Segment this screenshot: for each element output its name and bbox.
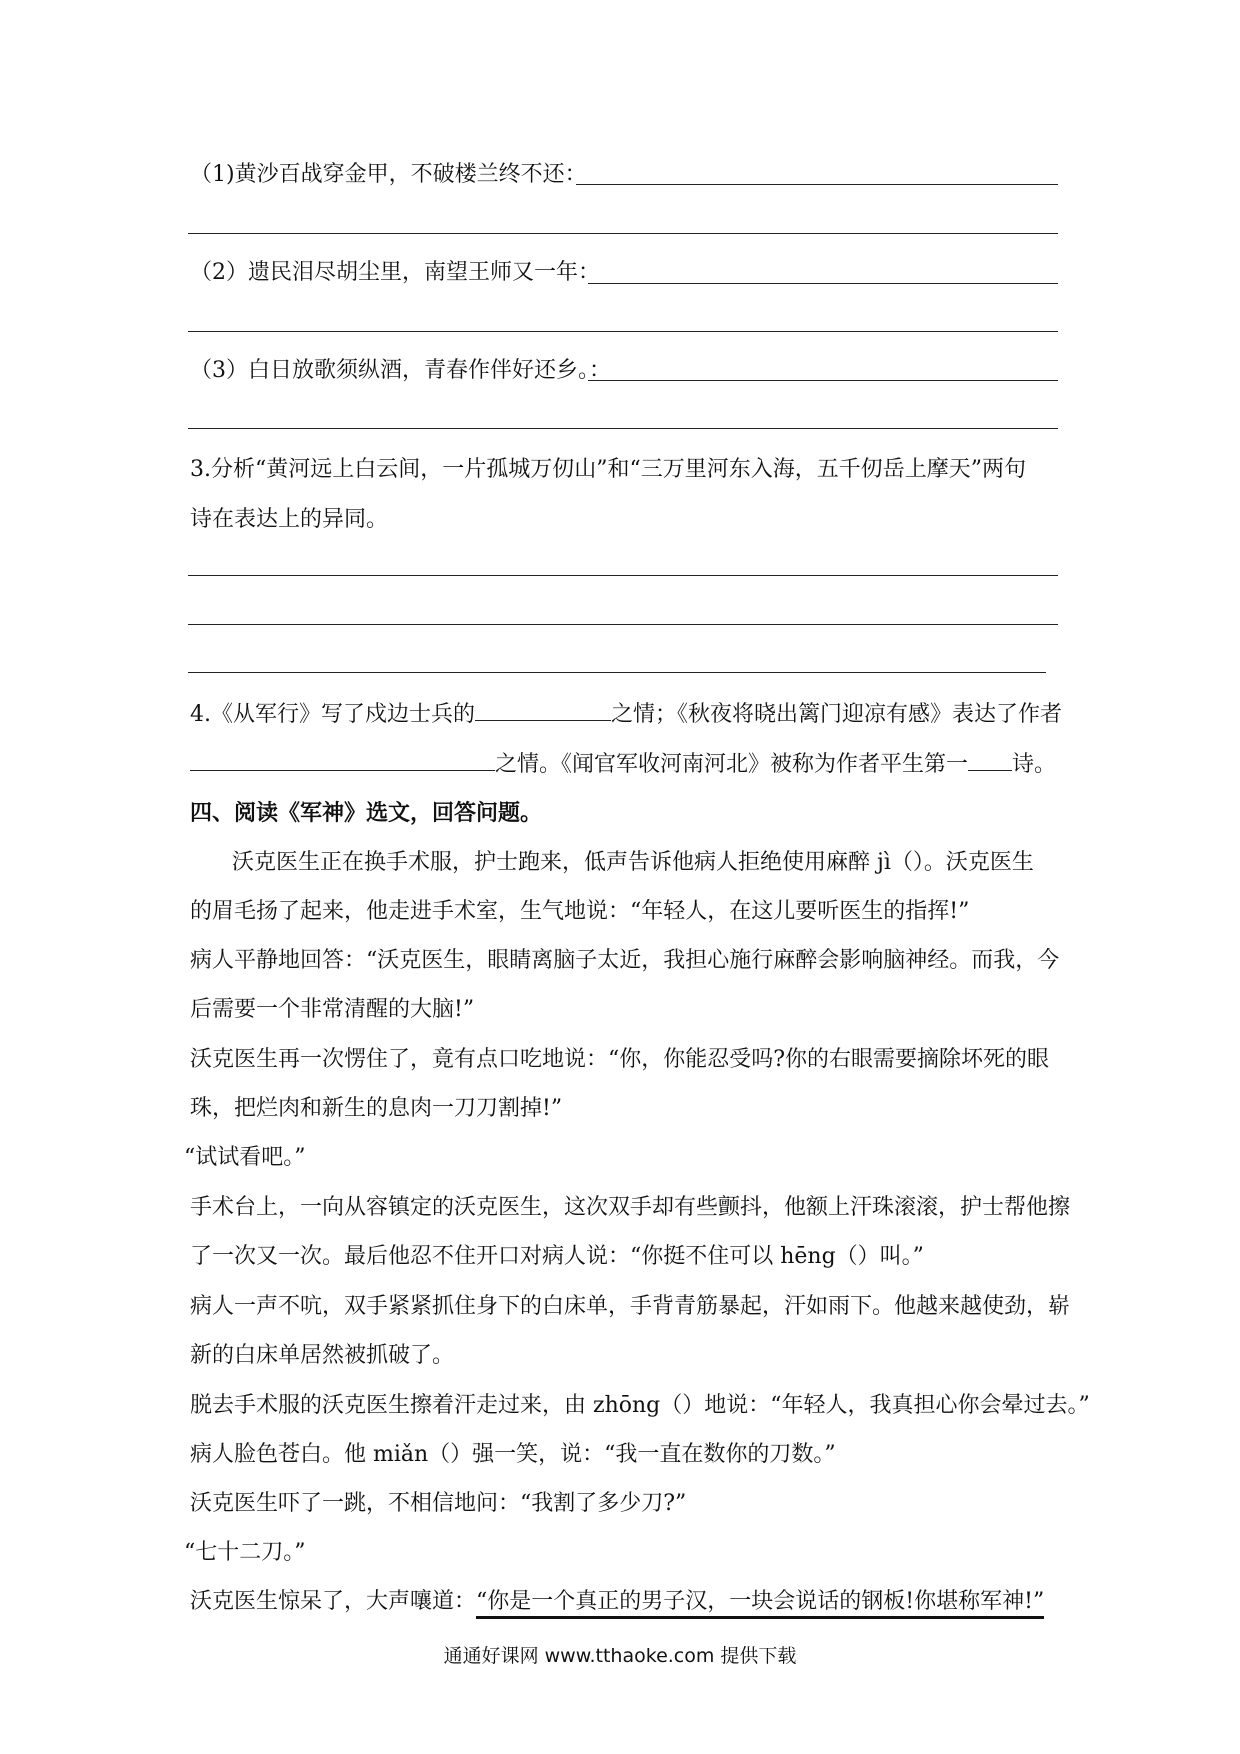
passage-p5-line-2 (190, 1242, 924, 1272)
q2-item-1-answer-line[interactable] (576, 184, 1058, 185)
q4-part-1: 4.《从军行》写了戍边士兵的 (190, 702, 475, 727)
passage-p6-line-2 (190, 1341, 454, 1371)
q4-part-3: 之情。《闻官军收河南河北》被称为作者平生第一 (495, 752, 969, 777)
passage-p3-line-2 (190, 1094, 562, 1124)
passage-text: 脱去手术服的沃克医生擦着汗走过来，由 zhōng（）地说：“年轻人，我真担心你会晕过去。” (190, 1393, 1090, 1418)
q2-item-2-answer-line[interactable] (588, 283, 1058, 284)
q4-part-4: 诗。 (1012, 752, 1057, 777)
passage-text: 新的白床单居然被抓破了。 (190, 1343, 455, 1368)
passage-text: 珠，把烂肉和新生的息肉一刀刀割掉!” (190, 1096, 563, 1121)
passage-text: 后需要一个非常清醒的大脑!” (190, 997, 475, 1022)
q4-blank-1[interactable] (475, 702, 611, 721)
passage-p3-line-1 (190, 1045, 1049, 1075)
q3-prompt-text-2: 诗在表达上的异同。 (190, 507, 389, 532)
q3-prompt-text-1: 3.分析“黄河远上白云间，一片孤城万仞山”和“三万里河东入海，五千仞岳上摩天”两句 (190, 457, 1026, 482)
underlined-quote: “你是一个真正的男子汉，一块会说话的钢板!你堪称军神!” (476, 1589, 1044, 1619)
q4-blank-2[interactable] (190, 752, 495, 771)
q3-answer-line-3[interactable] (188, 672, 1046, 673)
passage-text: 病人平静地回答：“沃克医生，眼睛离脑子太近，我担心施行麻醉会影响脑神经。而我，今 (190, 948, 1060, 973)
passage-p10 (184, 1538, 306, 1568)
passage-text: 沃克医生再一次愣住了，竟有点口吃地说：“你，你能忍受吗?你的右眼需要摘除坏死的眼 (190, 1047, 1050, 1072)
q3-answer-line-2[interactable] (188, 624, 1058, 625)
passage-p7 (190, 1391, 1090, 1421)
q2-item-3-answer-line-2[interactable] (188, 428, 1058, 429)
q4-part-2: 之情；《秋夜将晓出篱门迎凉有感》表达了作者 (611, 702, 1063, 727)
passage-text: 沃克医生正在换手术服，护士跑来，低声告诉他病人拒绝使用麻醉 jì（）。沃克医生 (232, 850, 1034, 875)
passage-text: 沃克医生惊呆了，大声嚷道： (190, 1589, 477, 1614)
footer-text: 通通好课网 www.tthaoke.com 提供下载 (443, 1645, 797, 1667)
q4-line-1 (190, 700, 1062, 730)
q2-item-3 (190, 356, 611, 386)
passage-p6-line-1 (190, 1292, 1070, 1322)
passage-p1-line-1 (232, 848, 1034, 878)
passage-text: 了一次又一次。最后他忍不住开口对病人说：“你挺不住可以 hēng（）叫。” (190, 1244, 924, 1269)
passage-p2-line-1 (190, 946, 1059, 976)
q2-item-2-answer-line-2[interactable] (188, 331, 1058, 332)
q2-item-3-answer-line[interactable] (588, 380, 1058, 381)
section-4-heading-text: 四、阅读《军神》选文，回答问题。 (190, 800, 543, 826)
passage-p5-line-1 (190, 1193, 1070, 1223)
q2-item-1-answer-line-2[interactable] (188, 233, 1058, 234)
passage-text: 的眉毛扬了起来，他走进手术室，生气地说：“年轻人，在这儿要听医生的指挥!” (190, 899, 970, 924)
passage-text: 病人脸色苍白。他 miǎn（）强一笑，说：“我一直在数你的刀数。” (190, 1442, 836, 1467)
q3-prompt-line-2 (190, 505, 388, 535)
section-4-heading (190, 798, 542, 828)
q4-line-2 (190, 750, 1056, 780)
passage-p11 (190, 1587, 1044, 1617)
q4-blank-3[interactable] (968, 752, 1012, 771)
q2-item-1 (190, 160, 587, 190)
passage-p8 (190, 1440, 836, 1470)
passage-text: 病人一声不吭，双手紧紧抓住身下的白床单，手背青筋暴起，汗如雨下。他越来越使劲，崭 (190, 1294, 1071, 1319)
q3-answer-line-1[interactable] (188, 575, 1058, 576)
passage-p4 (184, 1143, 306, 1173)
passage-p2-line-2 (190, 995, 474, 1025)
passage-p1-line-2 (190, 897, 969, 927)
q2-item-1-text: （1)黄沙百战穿金甲，不破楼兰终不还： (190, 162, 587, 187)
q2-item-2-text: （2）遗民泪尽胡尘里，南望王师又一年： (190, 260, 600, 285)
passage-text: “试试看吧。” (184, 1145, 306, 1170)
passage-text: “七十二刀。” (184, 1540, 306, 1565)
passage-p9 (190, 1489, 686, 1519)
q3-prompt-line-1 (190, 455, 1026, 485)
passage-text: 手术台上，一向从容镇定的沃克医生，这次双手却有些颤抖，他额上汗珠滚滚，护士帮他擦 (190, 1195, 1071, 1220)
passage-text: 沃克医生吓了一跳，不相信地问：“我割了多少刀?” (190, 1491, 687, 1516)
page-footer (0, 1641, 1240, 1668)
q2-item-2 (190, 258, 600, 288)
q2-item-3-text: （3）白日放歌须纵酒，青春作伴好还乡。： (190, 358, 611, 383)
